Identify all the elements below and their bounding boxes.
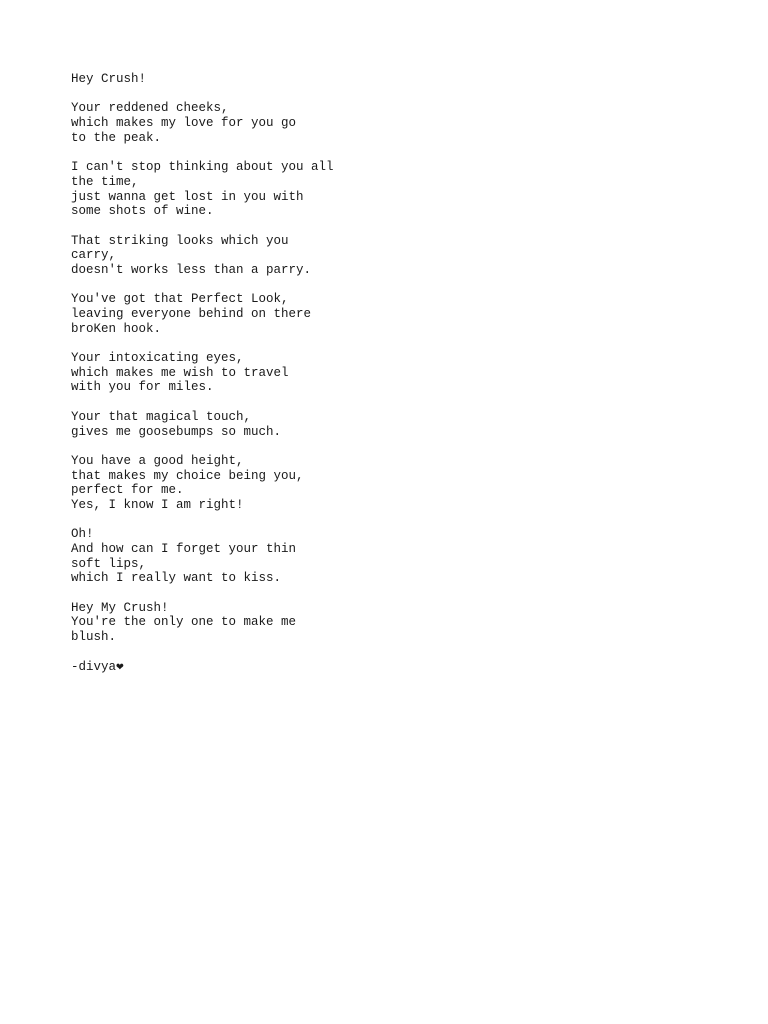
poem-line: You have a good height, (71, 453, 244, 468)
poem-signature: -divya❤ (71, 659, 124, 674)
poem-line: the time, (71, 174, 139, 189)
poem-line: which makes my love for you go (71, 116, 297, 131)
poem-stanza (71, 410, 691, 439)
poem-line: That striking looks which you (71, 233, 289, 248)
poem-signature-stanza (71, 660, 691, 675)
poem-line: Your that magical touch, (71, 409, 252, 424)
poem-line: which I really want to kiss. (71, 571, 282, 586)
poem-stanza (71, 601, 691, 645)
poem-line: You're the only one to make me (71, 615, 297, 630)
poem-line: gives me goosebumps so much. (71, 424, 282, 439)
poem-line: just wanna get lost in you with (71, 189, 304, 204)
poem-line: Yes, I know I am right! (71, 497, 244, 512)
poem-line: leaving everyone behind on there (71, 307, 312, 321)
poem-stanza (71, 351, 691, 395)
poem-line: perfect for me. (71, 483, 184, 498)
poem-stanza (71, 454, 691, 513)
poem-line: Your reddened cheeks, (71, 101, 229, 116)
poem-line: blush. (71, 630, 117, 645)
poem-line: You've got that Perfect Look, (71, 292, 289, 307)
poem-line: broKen hook. (71, 321, 162, 336)
poem-stanza (71, 160, 691, 219)
poem-line: And how can I forget your thin (71, 542, 297, 556)
poem-stanza (71, 292, 691, 336)
poem-stanza (71, 101, 691, 145)
poem-greeting-stanza (71, 72, 691, 87)
poem-line: Hey My Crush! (71, 600, 169, 615)
poem-line: doesn't works less than a parry. (71, 262, 312, 277)
poem-line: Your intoxicating eyes, (71, 351, 244, 366)
poem-greeting: Hey Crush! (71, 72, 147, 86)
poem-line: Oh! (71, 527, 94, 542)
poem-line: some shots of wine. (71, 204, 214, 219)
poem-line: carry, (71, 248, 117, 263)
poem-line: with you for miles. (71, 380, 214, 395)
poem-line: which makes me wish to travel (71, 365, 289, 380)
poem-body (71, 72, 691, 689)
poem-line: soft lips, (71, 556, 147, 571)
poem-line: to the peak. (71, 130, 162, 145)
poem-line: that makes my choice being you, (71, 468, 304, 483)
poem-line: I can't stop thinking about you all (71, 160, 334, 175)
poem-stanza (71, 234, 691, 278)
poem-stanza (71, 527, 691, 586)
